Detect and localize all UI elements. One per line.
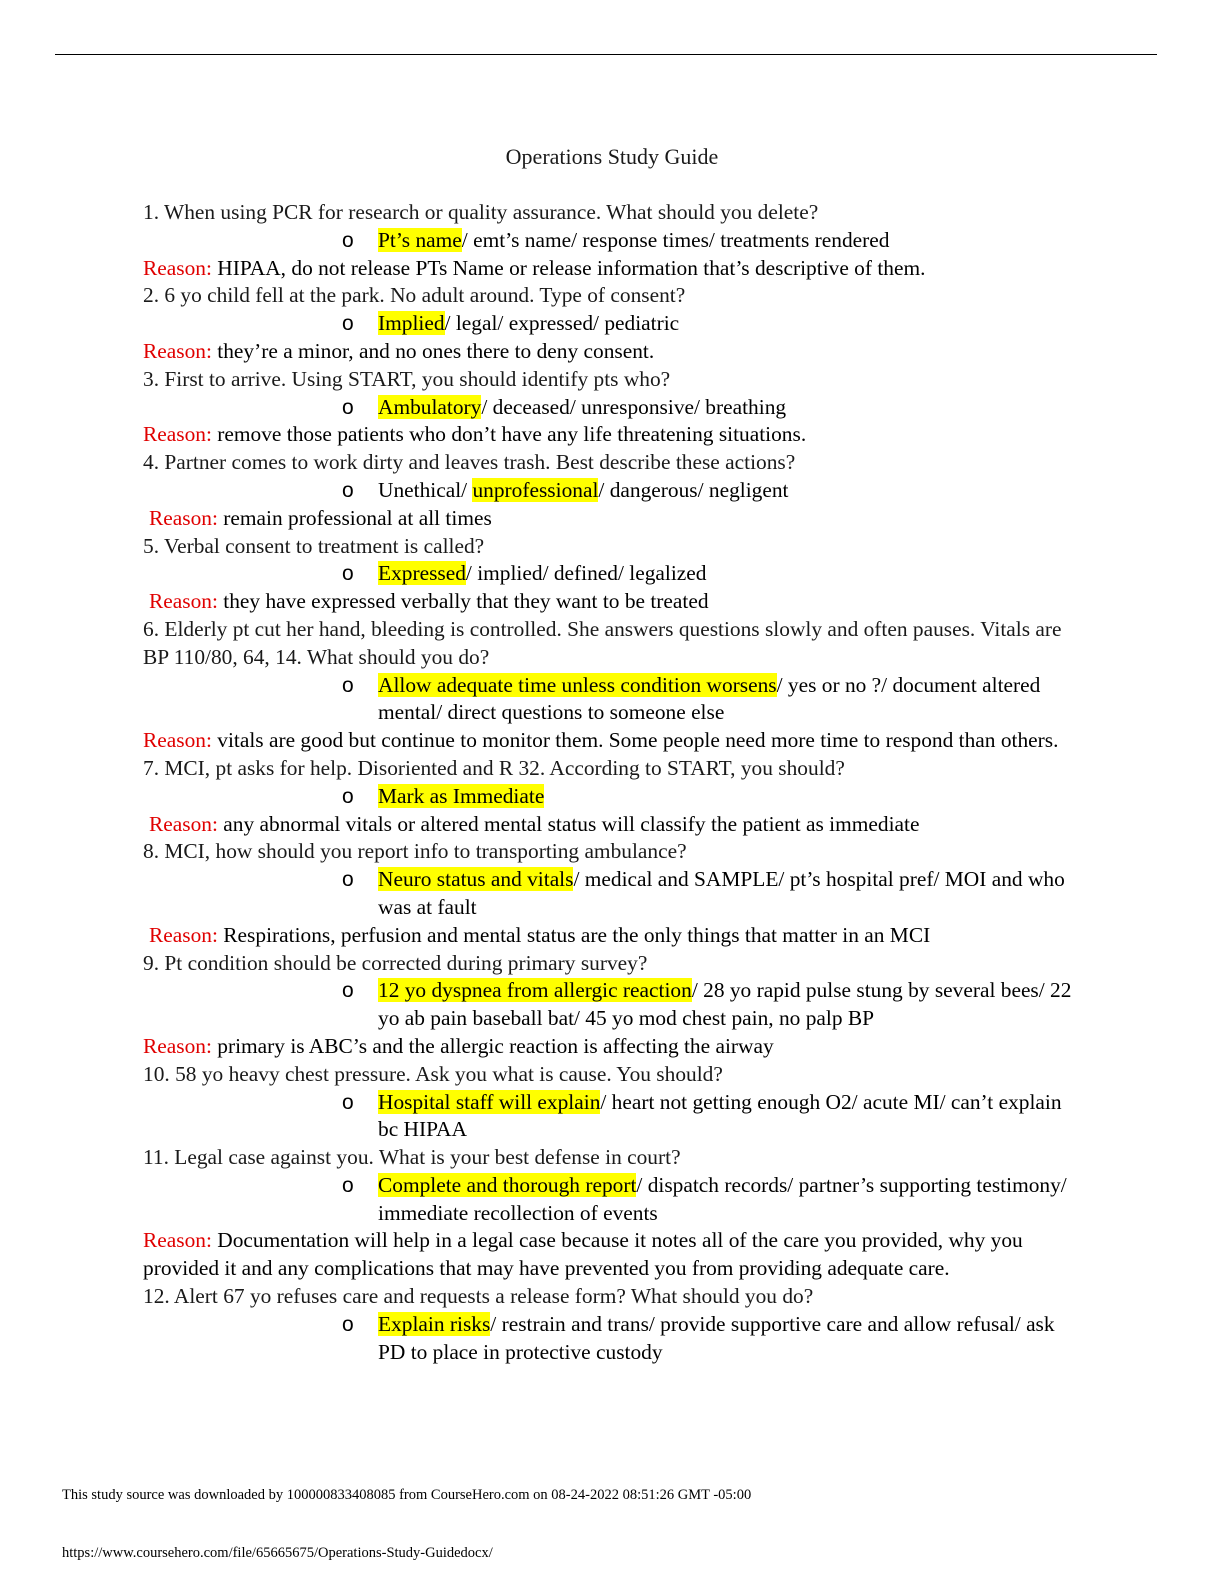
- other-options: / heart not getting enough O2/ acute MI/ can’t explain bc HIPAA: [378, 1089, 1062, 1142]
- correct-answer: Neuro status and vitals: [378, 867, 574, 892]
- bullet-icon: o: [342, 784, 354, 808]
- reason-3: [143, 421, 1083, 449]
- reason-label: Reason:: [143, 1033, 212, 1058]
- source-url[interactable]: https://www.coursehero.com/file/65665675/Operations-Study-Guidedocx/: [62, 1545, 493, 1561]
- bullet-icon: o: [342, 1090, 354, 1114]
- answer-2: [143, 310, 1083, 338]
- preceding-option: Unethical/: [378, 477, 473, 502]
- reason-label: Reason:: [143, 728, 212, 753]
- question-5: 5. Verbal consent to treatment is called?: [143, 533, 485, 558]
- question-6: 6. Elderly pt cut her hand, bleeding is controlled. She answers questions slowly and often pauses. Vitals are BP 110/80, 64, 14. What should you do?: [143, 616, 1062, 669]
- reason-text: any abnormal vitals or altered mental status will classify the patient as immediate: [223, 811, 920, 836]
- answer-12: [143, 1311, 1083, 1367]
- bullet-icon: o: [342, 979, 354, 1003]
- question-9: 9. Pt condition should be corrected during primary survey?: [143, 950, 648, 975]
- answer-5: [143, 560, 1083, 588]
- reason-text: remain professional at all times: [223, 505, 492, 530]
- question-3: 3. First to arrive. Using START, you should identify pts who?: [143, 366, 671, 391]
- bullet-icon: o: [342, 562, 354, 586]
- other-options: / implied/ defined/ legalized: [465, 561, 707, 586]
- reason-7: [143, 811, 1083, 839]
- answer-8: [143, 866, 1083, 922]
- correct-answer: Complete and thorough report: [378, 1172, 637, 1197]
- question-12: 12. Alert 67 yo refuses care and requests a release form? What should you do?: [143, 1284, 814, 1309]
- bullet-icon: o: [342, 673, 354, 697]
- question-11: 11. Legal case against you. What is your best defense in court?: [143, 1145, 681, 1170]
- reason-text: Documentation will help in a legal case because it notes all of the care you provided, why you provided it and any complications that may have prevented you from providing adequate care.: [143, 1228, 1023, 1281]
- answer-3: [143, 394, 1083, 422]
- correct-answer: Pt’s name: [378, 227, 462, 252]
- reason-6: [143, 727, 1083, 755]
- question-2: 2. 6 yo child fell at the park. No adult around. Type of consent?: [143, 283, 686, 308]
- reason-text: Respirations, perfusion and mental status are the only things that matter in an MCI: [223, 922, 931, 947]
- other-options: / emt’s name/ response times/ treatments rendered: [461, 227, 890, 252]
- reason-9: [143, 1033, 1083, 1061]
- reason-label: Reason:: [149, 505, 218, 530]
- correct-answer: Hospital staff will explain: [378, 1089, 601, 1114]
- answer-6: [143, 672, 1083, 728]
- correct-answer: Expressed: [378, 561, 466, 586]
- reason-1: [143, 255, 1083, 283]
- other-options: / deceased/ unresponsive/ breathing: [481, 394, 787, 419]
- other-options: / dispatch records/ partner’s supporting testimony/ immediate recollection of events: [378, 1172, 1067, 1225]
- answer-11: [143, 1172, 1083, 1228]
- reason-label: Reason:: [143, 338, 212, 363]
- bullet-icon: o: [342, 395, 354, 419]
- reason-text: remove those patients who don’t have any life threatening situations.: [217, 422, 807, 447]
- reason-2: [143, 338, 1083, 366]
- question-1: 1. When using PCR for research or quality assurance. What should you delete?: [143, 200, 819, 224]
- correct-answer: Explain risks: [378, 1311, 491, 1336]
- other-options: / yes or no ?/ document altered mental/ direct questions to someone else: [378, 672, 1041, 725]
- correct-answer: Allow adequate time unless condition worsens: [378, 672, 777, 697]
- page-title: Operations Study Guide: [505, 144, 719, 169]
- other-options: / legal/ expressed/ pediatric: [444, 311, 680, 336]
- answer-10: [143, 1089, 1083, 1145]
- reason-label: Reason:: [143, 1228, 212, 1253]
- study-guide-body: [143, 199, 1083, 1366]
- correct-answer: unprofessional: [472, 477, 599, 502]
- answer-9: [143, 977, 1083, 1033]
- question-8: 8. MCI, how should you report info to transporting ambulance?: [143, 839, 687, 864]
- reason-label: Reason:: [143, 255, 212, 280]
- reason-label: Reason:: [149, 922, 218, 947]
- reason-label: Reason:: [149, 811, 218, 836]
- bullet-icon: o: [342, 228, 354, 252]
- reason-5: [143, 588, 1083, 616]
- reason-4: [143, 505, 1083, 533]
- download-note: This study source was downloaded by 100000833408085 from CourseHero.com on 08-24-2022 08:51:26 GMT -05:00: [62, 1487, 752, 1503]
- other-options: / restrain and trans/ provide supportive care and allow refusal/ ask PD to place in protective custody: [378, 1311, 1055, 1364]
- bullet-icon: o: [342, 1312, 354, 1336]
- header-rule: [55, 54, 1157, 55]
- reason-8: [143, 922, 1083, 950]
- other-options: / dangerous/ negligent: [598, 477, 789, 502]
- answer-1: [143, 227, 1083, 255]
- reason-text: vitals are good but continue to monitor them. Some people need more time to respond than others.: [217, 728, 1059, 753]
- correct-answer: 12 yo dyspnea from allergic reaction: [378, 978, 692, 1003]
- reason-text: they have expressed verbally that they want to be treated: [223, 589, 709, 614]
- answer-7: [143, 783, 1083, 811]
- bullet-icon: o: [342, 478, 354, 502]
- correct-answer: Ambulatory: [378, 394, 482, 419]
- correct-answer: Implied: [378, 311, 445, 336]
- question-7: 7. MCI, pt asks for help. Disoriented and R 32. According to START, you should?: [143, 755, 845, 780]
- other-options: / 28 yo rapid pulse stung by several bees/ 22 yo ab pain baseball bat/ 45 yo mod chest pain, no palp BP: [378, 978, 1072, 1031]
- bullet-icon: o: [342, 312, 354, 336]
- correct-answer: Mark as Immediate: [378, 783, 545, 808]
- reason-text: they’re a minor, and no ones there to deny consent.: [217, 338, 655, 363]
- answer-4: [143, 477, 1083, 505]
- question-10: 10. 58 yo heavy chest pressure. Ask you what is cause. You should?: [143, 1061, 723, 1086]
- other-options: / medical and SAMPLE/ pt’s hospital pref/ MOI and who was at fault: [378, 867, 1065, 919]
- reason-label: Reason:: [149, 589, 218, 614]
- question-4: 4. Partner comes to work dirty and leaves trash. Best describe these actions?: [143, 450, 796, 475]
- reason-11: [143, 1227, 1083, 1283]
- reason-label: Reason:: [143, 422, 212, 447]
- bullet-icon: o: [342, 868, 354, 892]
- reason-text: primary is ABC’s and the allergic reaction is affecting the airway: [217, 1033, 774, 1058]
- reason-text: HIPAA, do not release PTs Name or release information that’s descriptive of them.: [217, 255, 926, 280]
- bullet-icon: o: [342, 1173, 354, 1197]
